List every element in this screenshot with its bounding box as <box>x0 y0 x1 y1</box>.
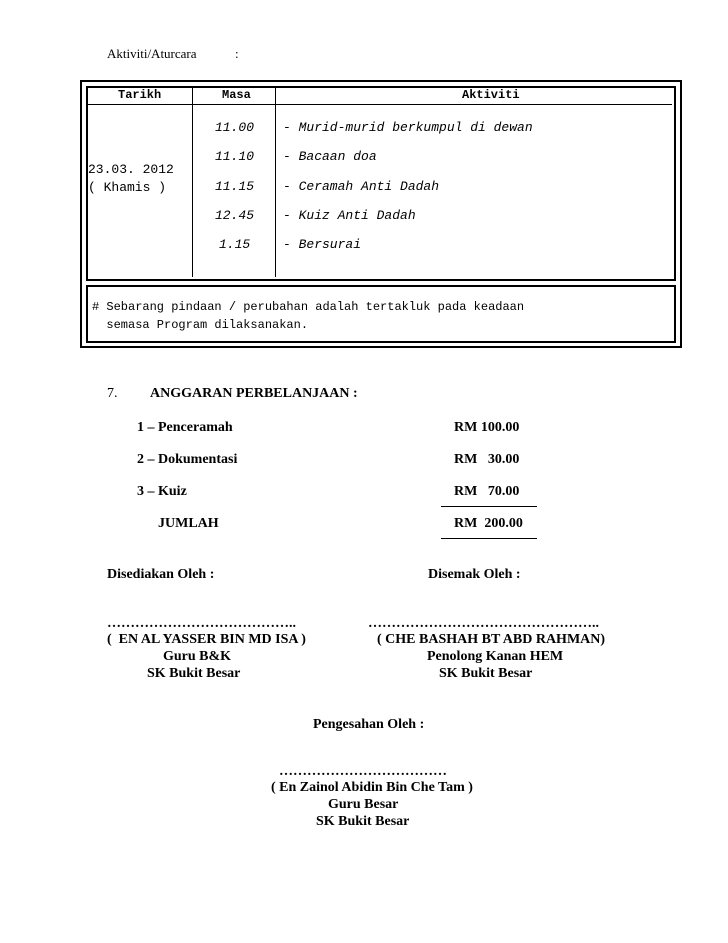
center-signatory-title: Guru Besar <box>328 797 399 812</box>
schedule-note-line-1: # Sebarang pindaan / perubahan adalah tertakluk pada keadaan <box>92 300 525 314</box>
row-1-masa: 11.00 <box>215 120 255 135</box>
budget-item-2-label: 2 – Dokumentasi <box>137 452 238 467</box>
aktiviti-colon: : <box>235 46 239 61</box>
row-5-masa: 1.15 <box>219 237 251 252</box>
budget-total-amount: RM 200.00 <box>454 516 523 531</box>
aktiviti-label: Aktiviti/Aturcara <box>107 46 197 61</box>
row-5-aktiviti: - Bersurai <box>283 237 362 252</box>
budget-total-label: JUMLAH <box>158 516 219 531</box>
approval-label: Pengesahan Oleh : <box>313 717 425 732</box>
row-3-masa: 11.15 <box>215 179 255 194</box>
header-masa: Masa <box>222 88 251 102</box>
subtotal-rule <box>441 506 537 507</box>
left-signatory-name: ( EN AL YASSER BIN MD ISA ) <box>107 632 306 647</box>
checked-by-label: Disemak Oleh : <box>428 567 521 582</box>
header-tarikh: Tarikh <box>118 88 162 102</box>
schedule-day: ( Khamis ) <box>88 180 167 195</box>
budget-item-3-amount: RM 70.00 <box>454 484 520 499</box>
header-divider <box>88 104 672 105</box>
row-2-aktiviti: - Bacaan doa <box>283 149 377 164</box>
schedule-note-box <box>86 285 676 343</box>
budget-item-1-amount: RM 100.00 <box>454 420 520 435</box>
row-1-aktiviti: - Murid-murid berkumpul di dewan <box>283 120 533 135</box>
row-4-aktiviti: - Kuiz Anti Dadah <box>283 208 416 223</box>
budget-title: ANGGARAN PERBELANJAAN : <box>150 386 358 401</box>
column-divider-1 <box>192 88 193 277</box>
right-signature-line: ………………………………………….. <box>368 616 599 631</box>
row-3-aktiviti: - Ceramah Anti Dadah <box>283 179 440 194</box>
header-aktiviti: Aktiviti <box>462 88 520 102</box>
budget-item-1-label: 1 – Penceramah <box>137 420 233 435</box>
budget-item-2-amount: RM 30.00 <box>454 452 520 467</box>
row-4-masa: 12.45 <box>215 208 255 223</box>
right-signatory-school: SK Bukit Besar <box>439 666 533 681</box>
right-signatory-name: ( CHE BASHAH BT ABD RAHMAN) <box>377 632 606 647</box>
center-signatory-name: ( En Zainol Abidin Bin Che Tam ) <box>271 780 473 795</box>
schedule-note-line-2: semasa Program dilaksanakan. <box>92 318 309 332</box>
column-divider-2 <box>275 88 276 277</box>
total-rule <box>441 538 537 539</box>
budget-section-number: 7. <box>107 386 118 401</box>
left-signatory-title: Guru B&K <box>163 649 232 664</box>
left-signatory-school: SK Bukit Besar <box>147 666 241 681</box>
center-signatory-school: SK Bukit Besar <box>316 814 410 829</box>
schedule-date: 23.03. 2012 <box>88 162 174 177</box>
center-signature-line: ……………………………… <box>279 764 447 779</box>
prepared-by-label: Disediakan Oleh : <box>107 567 215 582</box>
row-2-masa: 11.10 <box>215 149 255 164</box>
left-signature-line: ………………………………….. <box>107 616 296 631</box>
right-signatory-title: Penolong Kanan HEM <box>427 649 564 664</box>
budget-item-3-label: 3 – Kuiz <box>137 484 187 499</box>
